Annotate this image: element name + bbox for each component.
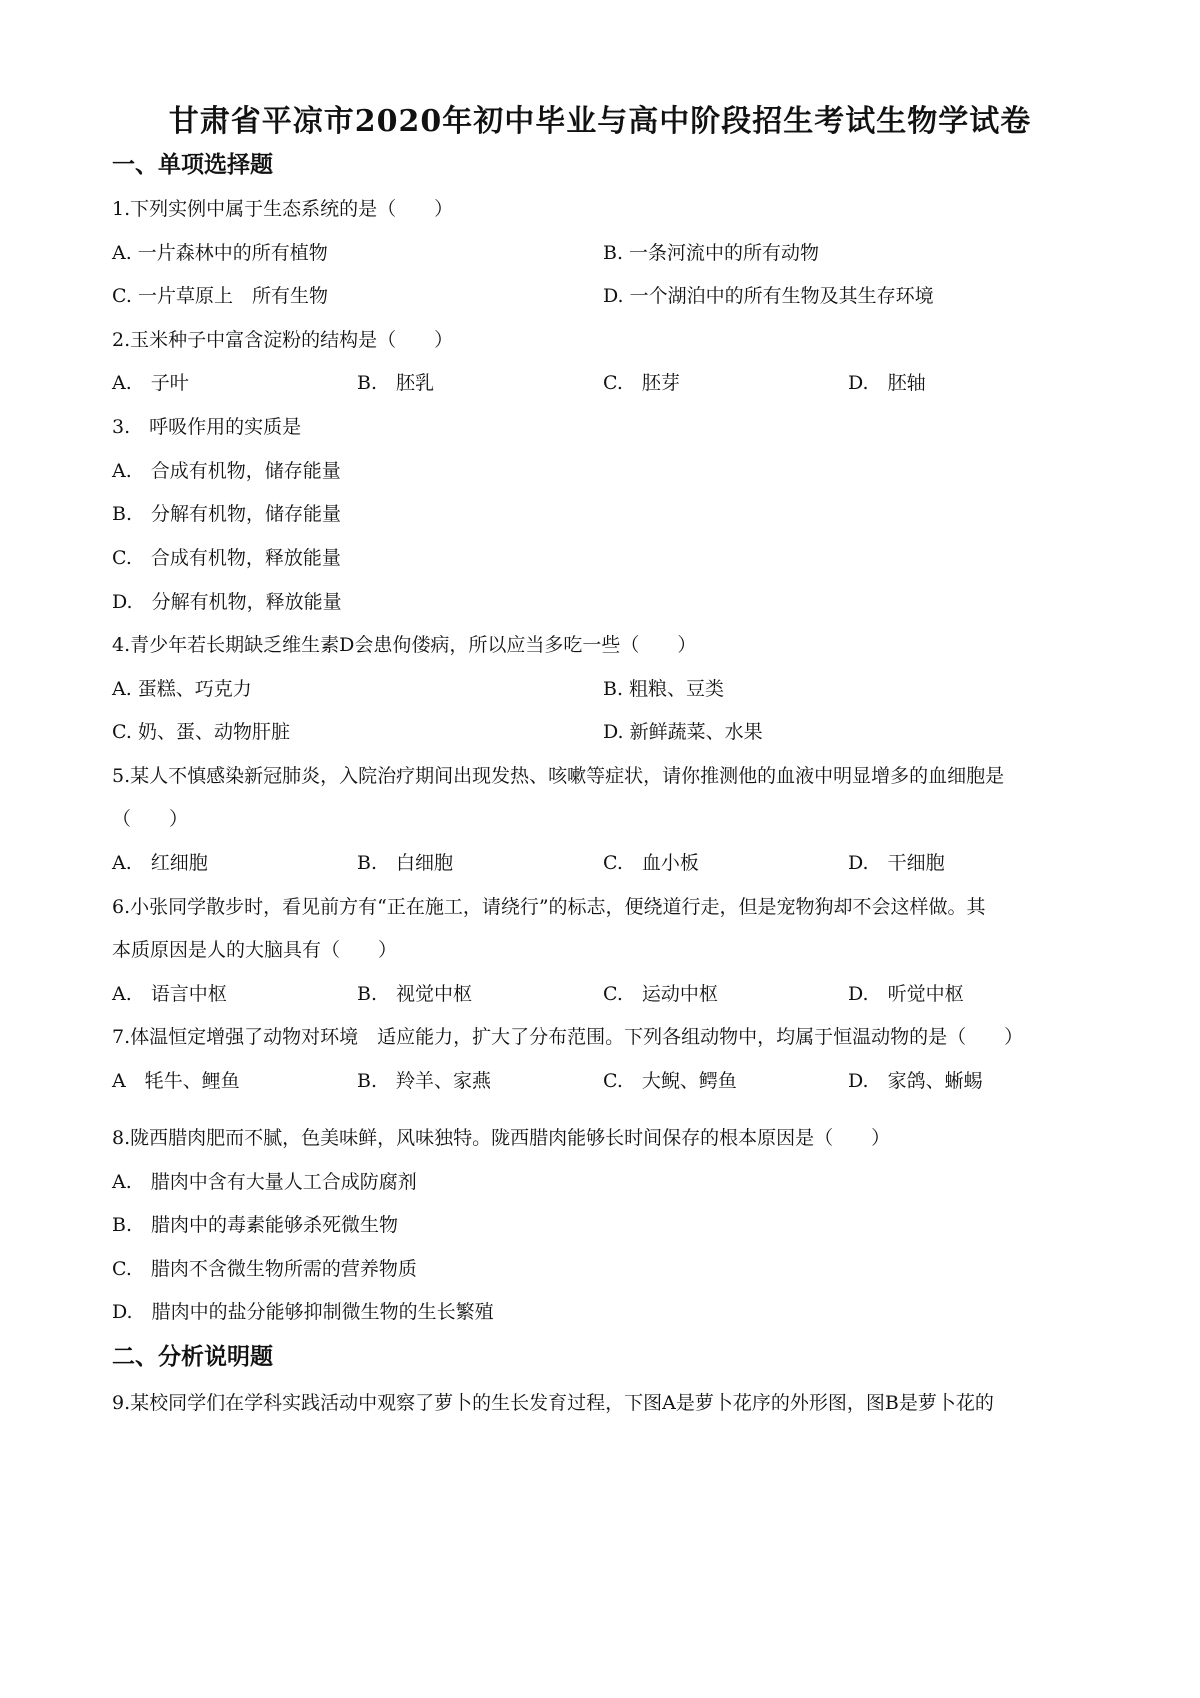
question-4-option-c: C. 奶、蛋、动物肝脏 bbox=[112, 721, 290, 743]
question-4-stem: 4.青少年若长期缺乏维生素D会患佝偻病，所以应当多吃一些（ ） bbox=[112, 634, 697, 656]
exam-title: 甘肃省平凉市2020年初中毕业与高中阶段招生考试生物学试卷 bbox=[168, 104, 1032, 139]
question-2-option-b: B. 胚乳 bbox=[357, 372, 435, 394]
question-8-option-d: D. 腊肉中的盐分能够抑制微生物的生长繁殖 bbox=[112, 1301, 494, 1323]
question-2-stem: 2.玉米种子中富含淀粉的结构是（ ） bbox=[112, 329, 454, 351]
question-1-option-b: B. 一条河流中的所有动物 bbox=[603, 242, 820, 264]
question-4-option-d: D. 新鲜蔬菜、水果 bbox=[603, 721, 763, 743]
question-6-option-a: A. 语言中枢 bbox=[112, 983, 227, 1005]
question-7-option-c: C. 大鲵、鳄鱼 bbox=[603, 1070, 737, 1092]
question-7-option-b: B. 羚羊、家燕 bbox=[357, 1070, 492, 1092]
question-3-option-d: D. 分解有机物，释放能量 bbox=[112, 591, 342, 613]
question-7-option-d: D. 家鸽、蜥蜴 bbox=[848, 1070, 983, 1092]
question-1-option-c: C. 一片草原上 所有生物 bbox=[112, 285, 328, 307]
question-5-stem-line-2: （ ） bbox=[112, 808, 189, 830]
question-4-option-a: A. 蛋糕、巧克力 bbox=[112, 678, 252, 700]
question-3-stem: 3. 呼吸作用的实质是 bbox=[112, 416, 302, 438]
question-5-option-b: B. 白细胞 bbox=[357, 852, 454, 874]
question-2-option-d: D. 胚轴 bbox=[848, 372, 926, 394]
question-1-stem: 1.下列实例中属于生态系统的是（ ） bbox=[112, 198, 454, 220]
question-5-option-d: D. 干细胞 bbox=[848, 852, 945, 874]
question-1-option-d: D. 一个湖泊中的所有生物及其生存环境 bbox=[603, 285, 934, 307]
question-5-stem-line-1: 5.某人不慎感染新冠肺炎，入院治疗期间出现发热、咳嗽等症状，请你推测他的血液中明显增多的血细胞是 bbox=[112, 765, 1005, 787]
question-3-option-c: C. 合成有机物，释放能量 bbox=[112, 547, 341, 569]
question-6-stem-line-1: 6.小张同学散步时，看见前方有“正在施工，请绕行”的标志，便绕道行走，但是宠物狗却不会这样做。其 bbox=[112, 896, 986, 918]
question-1-option-a: A. 一片森林中的所有植物 bbox=[112, 242, 328, 264]
question-2-option-c: C. 胚芽 bbox=[603, 372, 680, 394]
question-6-option-b: B. 视觉中枢 bbox=[357, 983, 473, 1005]
section-heading-single-choice: 一、单项选择题 bbox=[112, 151, 273, 178]
question-8-stem: 8.陇西腊肉肥而不腻，色美味鲜，风味独特。陇西腊肉能够长时间保存的根本原因是（ ） bbox=[112, 1127, 891, 1149]
question-6-stem-line-2: 本质原因是人的大脑具有（ ） bbox=[112, 939, 398, 961]
question-9-stem: 9.某校同学们在学科实践活动中观察了萝卜的生长发育过程，下图A是萝卜花序的外形图，图B是萝卜花的 bbox=[112, 1392, 994, 1414]
section-heading-analysis: 二、分析说明题 bbox=[112, 1343, 273, 1370]
question-8-option-c: C. 腊肉不含微生物所需的营养物质 bbox=[112, 1258, 417, 1280]
question-6-option-c: C. 运动中枢 bbox=[603, 983, 718, 1005]
question-3-option-b: B. 分解有机物，储存能量 bbox=[112, 503, 342, 525]
question-6-option-d: D. 听觉中枢 bbox=[848, 983, 964, 1005]
question-7-stem: 7.体温恒定增强了动物对环境 适应能力，扩大了分布范围。下列各组动物中，均属于恒温动物的是（ ） bbox=[112, 1026, 1024, 1048]
question-4-option-b: B. 粗粮、豆类 bbox=[603, 678, 725, 700]
question-5-option-c: C. 血小板 bbox=[603, 852, 699, 874]
question-8-option-a: A. 腊肉中含有大量人工合成防腐剂 bbox=[112, 1171, 417, 1193]
question-8-option-b: B. 腊肉中的毒素能够杀死微生物 bbox=[112, 1214, 399, 1236]
question-5-option-a: A. 红细胞 bbox=[112, 852, 208, 874]
question-7-option-a: A 牦牛、鲤鱼 bbox=[112, 1070, 240, 1092]
question-2-option-a: A. 子叶 bbox=[112, 372, 189, 394]
question-3-option-a: A. 合成有机物，储存能量 bbox=[112, 460, 341, 482]
